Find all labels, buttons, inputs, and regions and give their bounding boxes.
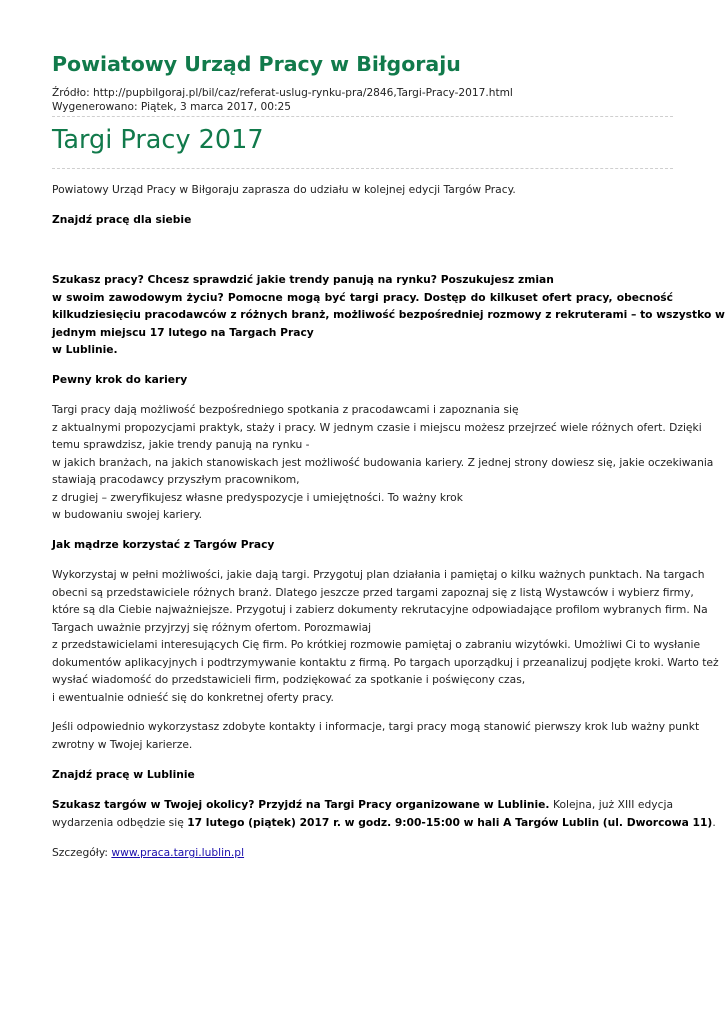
tips-paragraph	[52, 566, 719, 706]
heading-career-step: Pewny krok do kariery	[52, 373, 188, 386]
lead-line: jednym miejscu 17 lutego na Targach Pracy	[52, 325, 314, 339]
paragraph-line: Targach uważnie przyjrzyj się różnym ofertom. Porozmawiaj	[52, 620, 372, 634]
paragraph-line: które są dla Ciebie najważniejsze. Przygotuj i zabierz dokumenty rekrutacyjne odpowiadające profilom wybranych firm. Na	[52, 603, 708, 616]
paragraph-line: Szukasz targów w Twojej okolicy? Przyjdź na Targi Pracy organizowane w Lublinie. Kolejna, już XIII edycja	[52, 798, 674, 811]
heading-lublin: Znajdź pracę w Lublinie	[52, 768, 195, 781]
details-link[interactable]: www.praca.targi.lublin.pl	[111, 846, 245, 859]
paragraph-line: Targi pracy dają możliwość bezpośredniego spotkania z pracodawcami i zapoznania się	[52, 403, 519, 416]
lead-line: Szukasz pracy? Chcesz sprawdzić jakie trendy panują na rynku? Poszukujesz zmian	[52, 273, 554, 286]
divider	[52, 168, 673, 169]
divider	[52, 116, 673, 117]
paragraph-line: dokumentów aplikacyjnych i podtrzymywanie kontaktu z firmą. Po targach uporządkuj i przeanalizuj podjęte kroki. Warto też	[52, 655, 719, 669]
heading-use-wisely: Jak mądrze korzystać z Targów Pracy	[52, 538, 275, 551]
article-title: Targi Pracy 2017	[52, 125, 264, 155]
intro-paragraph: Powiatowy Urząd Pracy w Biłgoraju zaprasza do udziału w kolejnej edycji Targów Pracy.	[52, 183, 516, 196]
heading-find-job: Znajdź pracę dla siebie	[52, 213, 192, 226]
event-paragraph	[52, 796, 716, 831]
paragraph-line: Jeśli odpowiednio wykorzystasz zdobyte kontakty i informacje, targi pracy mogą stanowić pierwszy krok lub ważny punkt	[52, 720, 700, 733]
paragraph-line: stawiają pracodawcy przyszłym pracownikom,	[52, 473, 300, 486]
paragraph-line: z drugiej – zweryfikujesz własne predyspozycje i umiejętności. To ważny krok	[52, 490, 463, 504]
lead-line: w Lublinie.	[52, 343, 118, 356]
lead-paragraph	[52, 271, 725, 359]
generated-line: Wygenerowano: Piątek, 3 marca 2017, 00:25	[52, 101, 292, 113]
paragraph-line: obecni są przedstawiciele różnych branż. Dlatego jeszcze przed targami zapoznaj się z listą Wystawców i wybierz firmy,	[52, 585, 694, 599]
paragraph-line: z przedstawicielami interesujących Cię firm. Po krótkiej rozmowie pamiętaj o zabraniu wizytówki. Umożliwi Ci to wysłanie	[52, 638, 701, 651]
career-paragraph	[52, 401, 714, 524]
paragraph-line: z aktualnymi propozycjami praktyk, staży i pracy. W jednym czasie i miejscu możesz przejrzeć wiele różnych ofert. Dzięki	[52, 420, 702, 434]
details-line: Szczegóły: www.praca.targi.lublin.pl	[52, 846, 245, 859]
lead-line: w swoim zawodowym życiu? Pomocne mogą być targi pracy. Dostęp do kilkuset ofert pracy, obecność	[52, 290, 673, 304]
paragraph-line: w budowaniu swojej kariery.	[52, 508, 203, 521]
lead-line: kilkudziesięciu pracodawców z różnych branż, możliwość bezpośredniej rozmowy z rekruterami – to wszystko w	[52, 308, 725, 321]
summary-paragraph	[52, 718, 700, 753]
source-line: Źródło: http://pupbilgoraj.pl/bil/caz/referat-uslug-rynku-pra/2846,Targi-Pracy-2017.html	[52, 87, 513, 99]
paragraph-line: temu sprawdzisz, jakie trendy panują na rynku -	[52, 438, 310, 451]
paragraph-line: zwrotny w Twojej karierze.	[52, 737, 193, 751]
paragraph-line: i ewentualnie odnieść się do konkretnej oferty pracy.	[52, 690, 334, 704]
paragraph-line: wydarzenia odbędzie się 17 lutego (piątek) 2017 r. w godz. 9:00-15:00 w hali A Targów Lublin (ul. Dworcowa 11).	[52, 815, 716, 829]
paragraph-line: Wykorzystaj w pełni możliwości, jakie dają targi. Przygotuj plan działania i pamiętaj o kilku ważnych punktach. Na targach	[52, 568, 705, 581]
paragraph-line: wysłać wiadomość do przedstawicieli firm, podziękować za spotkanie i poświęcony czas,	[52, 673, 526, 686]
paragraph-line: w jakich branżach, na jakich stanowiskach jest możliwość budowania kariery. Z jednej strony dowiesz się, jakie oczekiwania	[52, 455, 714, 469]
site-title: Powiatowy Urząd Pracy w Biłgoraju	[52, 52, 461, 76]
